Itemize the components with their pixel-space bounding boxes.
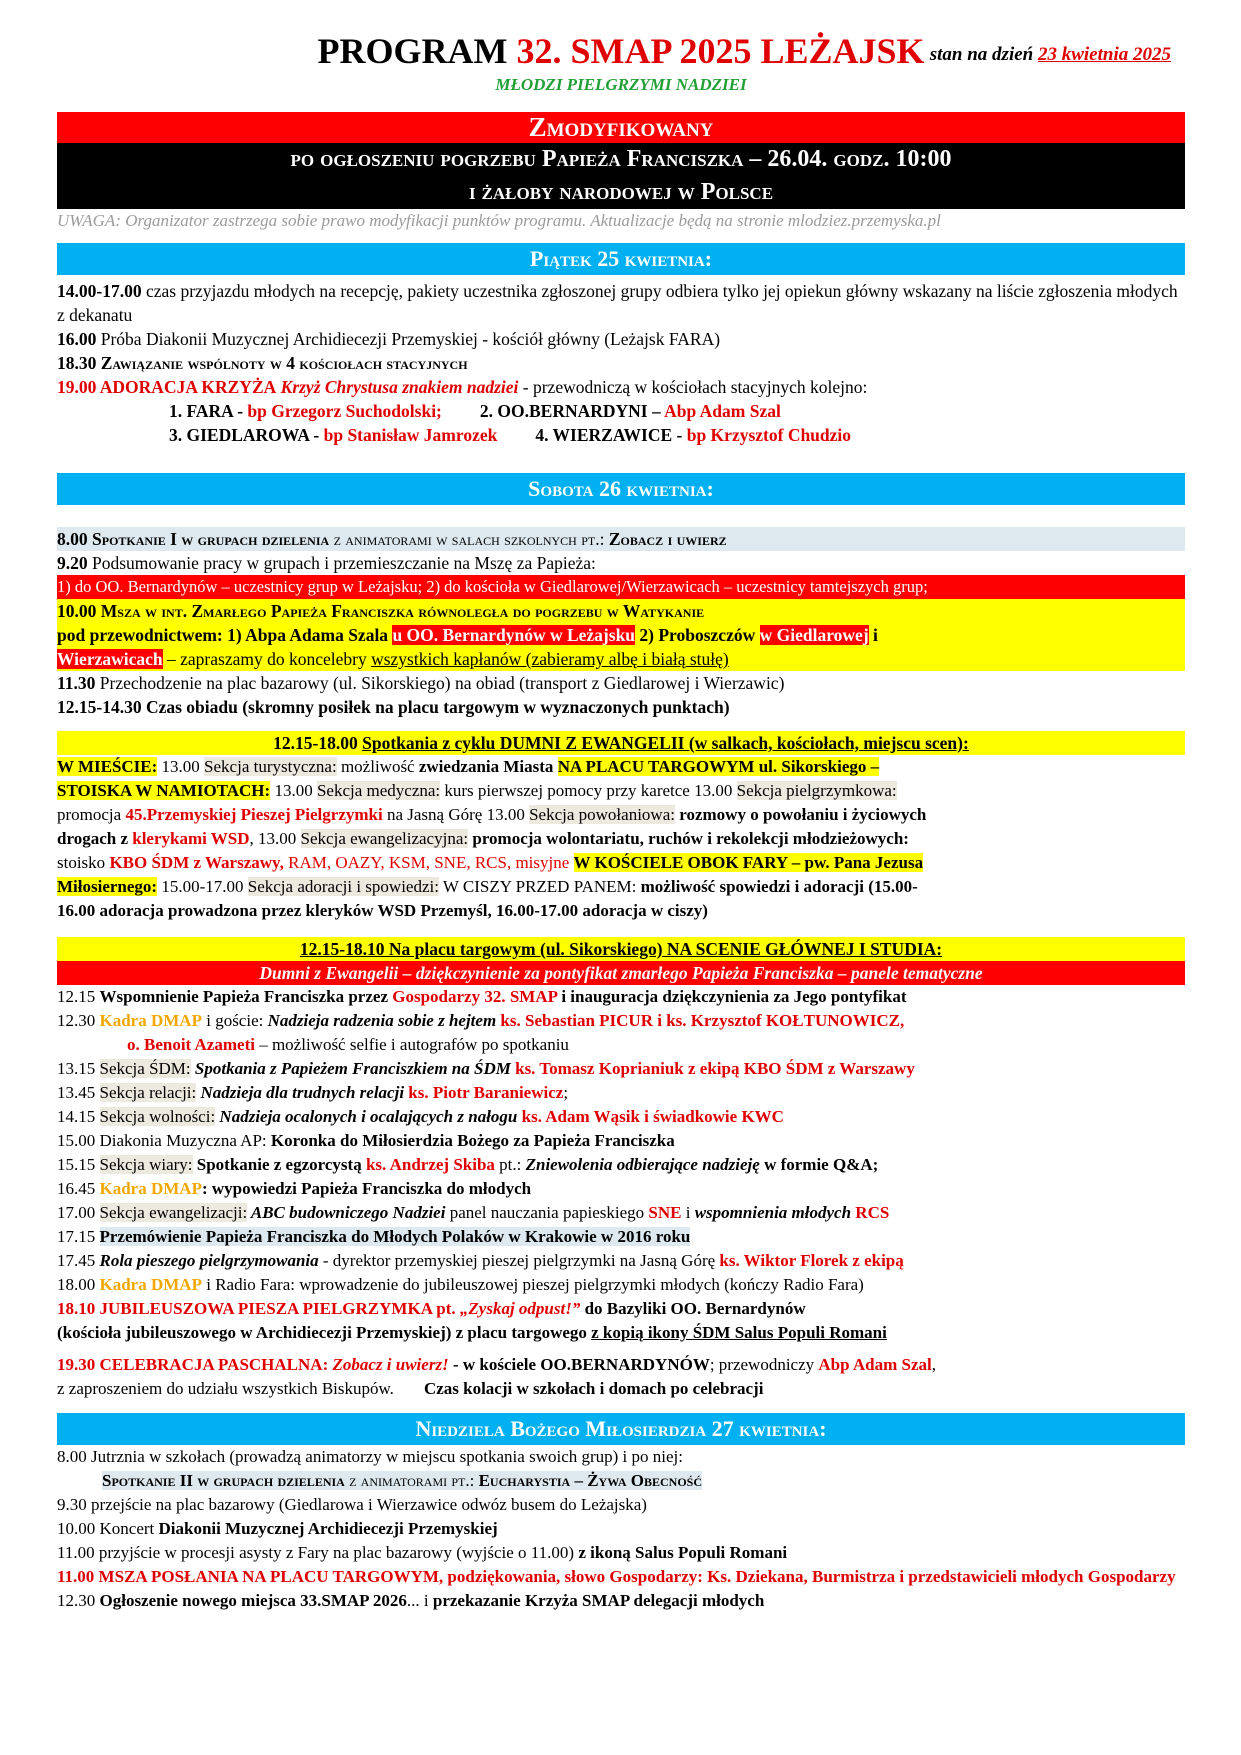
status-date-value: 23 kwietnia 2025 bbox=[1037, 44, 1171, 65]
text: przekazanie Krzyża SMAP delegacji młodych bbox=[432, 1591, 765, 1610]
stage-title: 12.15-18.10 Na placu targowym (ul. Sikorskiego) NA SCENIE GŁÓWNEJ I STUDIA: bbox=[57, 937, 1185, 961]
text: Sekcja relacji: bbox=[99, 1083, 197, 1102]
time: 14.15 bbox=[57, 1107, 100, 1126]
saturday-section bbox=[57, 527, 1185, 719]
time: 8.00 bbox=[57, 529, 88, 549]
text: NA PLACU TARGOWYM ul. Sikorskiego – bbox=[557, 757, 880, 776]
text: - w kościele OO.BERNARDYNÓW bbox=[448, 1355, 710, 1374]
text: Przemówienie Papieża Franciszka do Młodych Polaków w Krakowie w 2016 roku bbox=[99, 1227, 691, 1246]
text: rozmowy o powołaniu i życiowych bbox=[674, 805, 927, 824]
motto: MŁODZI PIELGRZYMI NADZIEI bbox=[495, 75, 747, 94]
text: Czas kolacji w szkołach i domach po celebracji bbox=[423, 1379, 764, 1398]
status-prefix: stan na dzień bbox=[929, 44, 1034, 65]
text: Sekcja ŚDM: bbox=[99, 1059, 191, 1078]
text: o. Benoit Azameti bbox=[127, 1035, 255, 1054]
banner-modified: Zmodyfikowany bbox=[57, 112, 1185, 143]
friday-item bbox=[57, 327, 1185, 351]
text: 10.00 Koncert bbox=[57, 1519, 159, 1538]
text: 18.10 JUBILEUSZOWA PIESZA PIELGRZYMKA pt. bbox=[57, 1299, 460, 1318]
text: Sekcja powołaniowa: bbox=[529, 805, 675, 824]
text: RCS bbox=[851, 1203, 890, 1222]
text: 13.00 bbox=[270, 781, 317, 800]
time: 18.00 bbox=[57, 1275, 100, 1294]
stage-item bbox=[57, 1153, 1185, 1177]
text: : wypowiedzi Papieża Franciszka do młodych bbox=[201, 1179, 532, 1198]
text: ks. Piotr Baraniewicz bbox=[404, 1083, 564, 1102]
time: 15.00 bbox=[57, 1131, 100, 1150]
text: W CISZY PRZED PANEM: bbox=[438, 877, 641, 896]
stage-item bbox=[57, 1249, 1185, 1273]
time: 10.00 bbox=[57, 601, 97, 621]
text: SNE bbox=[648, 1203, 682, 1222]
text: pod przewodnictwem: 1) Abpa Adama Szala bbox=[57, 625, 393, 645]
text: u OO. Bernardynów w Leżajsku bbox=[392, 625, 636, 645]
text: Wspomnienie Papieża Franciszka przez bbox=[99, 987, 393, 1006]
text: Ogłoszenie nowego miejsca 33.SMAP 2026 bbox=[99, 1591, 407, 1610]
text: ks. Tomasz Koprianiuk z ekipą KBO ŚDM z Warszawy bbox=[510, 1059, 915, 1078]
text: Wierzawicach bbox=[57, 649, 163, 669]
text: Przechodzenie na plac bazarowy (ul. Sikorskiego) na obiad (transport z Giedlarowej i Wierzawic) bbox=[95, 673, 785, 693]
saturday-item bbox=[57, 623, 1185, 647]
text: ks. Adam Wąsik i świadkowie KWC bbox=[517, 1107, 784, 1126]
text: W KOŚCIELE OBOK FARY – pw. Pana Jezusa bbox=[573, 853, 924, 872]
text: drogach z bbox=[57, 829, 133, 848]
text: zwiedzania Miasta bbox=[418, 757, 554, 776]
text: klerykami WSD bbox=[132, 829, 250, 848]
organizer-note: UWAGA: Organizator zastrzega sobie prawo modyfikacji punktów programu. Aktualizacje będą na stronie mlodziez.przemyska.pl bbox=[57, 211, 941, 230]
saturday-item bbox=[57, 551, 1185, 575]
stage-item bbox=[57, 1353, 1185, 1377]
text: możliwość spowiedzi i adoracji (15.00- bbox=[640, 877, 918, 896]
text: możliwość bbox=[336, 757, 419, 776]
text: Krzyż Chrystusa znakiem nadziei bbox=[280, 377, 519, 397]
time: 12.15 bbox=[57, 987, 100, 1006]
stage-item bbox=[57, 1009, 1185, 1033]
stage-item bbox=[57, 1201, 1185, 1225]
dumni-line bbox=[57, 803, 1185, 827]
time: 18.30 bbox=[57, 353, 97, 373]
text: 2) Proboszczów bbox=[635, 625, 760, 645]
sunday-item bbox=[57, 1589, 1185, 1613]
sunday-item bbox=[57, 1517, 1185, 1541]
text: promocja bbox=[57, 805, 126, 824]
dumni-line bbox=[57, 851, 1185, 875]
text: na Jasną Górę 13.00 bbox=[382, 805, 530, 824]
stage-item bbox=[57, 1273, 1185, 1297]
text: wspomnienia młodych bbox=[694, 1203, 852, 1222]
document-title bbox=[317, 31, 924, 71]
friday-item bbox=[57, 279, 1185, 327]
text: promocja wolontariatu, ruchów i rekolekcji młodzieżowych: bbox=[468, 829, 909, 848]
status-date bbox=[930, 44, 1171, 66]
sunday-section bbox=[57, 1445, 1185, 1613]
stage-subtitle: Dumni z Ewangelii – dziękczynienie za pontyfikat zmarłego Papieża Franciszka – panele tematyczne bbox=[57, 961, 1185, 985]
text: 15.00-17.00 bbox=[157, 877, 248, 896]
saturday-item bbox=[57, 671, 1185, 695]
text: z ikoną Salus Populi Romani bbox=[578, 1543, 788, 1562]
text: Sekcja ewangelizacji: bbox=[99, 1203, 248, 1222]
dumni-section bbox=[57, 731, 1185, 923]
text: Zawiązanie wspólnoty w 4 kościołach stacyjnych bbox=[100, 353, 468, 373]
time: 14.00-17.00 bbox=[57, 281, 142, 301]
program-document bbox=[57, 30, 1185, 1613]
stage-item bbox=[57, 1297, 1185, 1321]
friday-item bbox=[57, 351, 1185, 375]
text: Nadzieja radzenia sobie z hejtem bbox=[267, 1011, 497, 1030]
text: Diakonii Muzycznej Archidiecezji Przemyskiej bbox=[158, 1519, 498, 1538]
text: Spotkania z cyklu DUMNI Z EWANGELII (w salkach, kościołach, miejscu scen): bbox=[362, 733, 969, 753]
text: Rola pieszego pielgrzymowania bbox=[99, 1251, 319, 1270]
text: z zaproszeniem do udziału wszystkich Biskupów. bbox=[57, 1379, 394, 1398]
time: 12.15-18.00 bbox=[273, 733, 363, 753]
saturday-item bbox=[57, 647, 1185, 671]
saturday-item bbox=[57, 599, 1185, 623]
text: z animatorami pt.: bbox=[344, 1471, 479, 1490]
text: 19.30 CELEBRACJA PASCHALNA: bbox=[57, 1355, 333, 1374]
text: – możliwość selfie i autografów po spotkaniu bbox=[254, 1035, 569, 1054]
text: Kadra DMAP bbox=[99, 1275, 202, 1294]
text: i bbox=[868, 625, 878, 645]
presider: Abp Adam Szal bbox=[664, 401, 781, 421]
text: KBO ŚDM z Warszawy, bbox=[109, 853, 284, 872]
dumni-line: 16.00 adoracja prowadzona przez kleryków WSD Przemyśl, 16.00-17.00 adoracja w ciszy) bbox=[57, 901, 708, 920]
stage-item bbox=[57, 1081, 1185, 1105]
station: 2. OO.BERNARDYNI – bbox=[479, 401, 665, 421]
text: Msza w int. Zmarłego Papieża Franciszka równoległa do pogrzebu w Watykanie bbox=[100, 601, 705, 621]
text: , 13.00 bbox=[249, 829, 301, 848]
text: , bbox=[931, 1355, 937, 1374]
saturday-item: 1) do OO. Bernardynów – uczestnicy grup w Leżajsku; 2) do kościoła w Giedlarowej/Wierzawicach – uczestnicy tamtejszych grup; bbox=[57, 575, 1185, 599]
text: W MIEŚCIE: bbox=[57, 757, 158, 776]
saturday-item: 12.15-14.30 Czas obiadu (skromny posiłek na placu targowym w wyznaczonych punktach) bbox=[57, 697, 730, 717]
time: 11.30 bbox=[57, 673, 96, 693]
stage-item bbox=[57, 1129, 1185, 1153]
text: i inauguracja dziękczynienia za Jego pontyfikat bbox=[557, 987, 907, 1006]
text: Nadzieja ocalonych i ocalających z nałogu bbox=[215, 1107, 518, 1126]
text: ks. Andrzej Skiba bbox=[361, 1155, 495, 1174]
stage-section bbox=[57, 937, 1185, 1401]
text: STOISKA W NAMIOTACH: bbox=[57, 781, 271, 800]
text: ... i bbox=[406, 1591, 433, 1610]
text: ABC budowniczego Nadziei bbox=[247, 1203, 446, 1222]
stage-item bbox=[57, 1105, 1185, 1129]
text: Miłosiernego: bbox=[57, 877, 158, 896]
text: Spotkania z Papieżem Franciszkiem na ŚDM bbox=[190, 1059, 511, 1078]
text: Spotkanie z egzorcystą bbox=[192, 1155, 362, 1174]
text: Gospodarzy 32. SMAP bbox=[392, 987, 558, 1006]
text: Abp Adam Szal bbox=[818, 1355, 932, 1374]
text: i bbox=[681, 1203, 695, 1222]
text: Zobacz i uwierz bbox=[608, 529, 727, 549]
text: Koronka do Miłosierdzia Bożego za Papieża Franciszka bbox=[270, 1131, 675, 1150]
title-event: 32. SMAP 2025 LEŻAJSK bbox=[516, 31, 925, 71]
text: 11.00 przyjście w procesji asysty z Fary na plac bazarowy (wyjście o 11.00) bbox=[57, 1543, 579, 1562]
sunday-item bbox=[57, 1469, 1185, 1493]
text: ks. Sebastian PICUR i ks. Krzysztof KOŁTUNOWICZ, bbox=[496, 1011, 905, 1030]
time: 17.00 bbox=[57, 1203, 100, 1222]
text: 45.Przemyskiej Pieszej Pielgrzymki bbox=[125, 805, 383, 824]
dumni-line bbox=[57, 755, 1185, 779]
text: Sekcja adoracji i spowiedzi: bbox=[247, 877, 439, 896]
text: Sekcja pielgrzymkowa: bbox=[736, 781, 897, 800]
text: wszystkich kapłanów (zabieramy albę i białą stułę) bbox=[371, 649, 729, 669]
text: Podsumowanie pracy w grupach i przemieszczanie na Mszę za Papieża: bbox=[87, 553, 596, 573]
saturday-item bbox=[57, 527, 1185, 551]
text: (kościoła jubileuszowego w Archidiecezji Przemyskiej) z placu targowego bbox=[57, 1323, 592, 1342]
text: - przewodniczą w kościołach stacyjnych kolejno: bbox=[518, 377, 868, 397]
time: 17.45 bbox=[57, 1251, 100, 1270]
text: Zobacz i uwierz! bbox=[332, 1355, 449, 1374]
dumni-line bbox=[57, 827, 1185, 851]
stage-item bbox=[57, 985, 1185, 1009]
stage-item bbox=[57, 1057, 1185, 1081]
stage-item bbox=[57, 1033, 1185, 1057]
banner-funeral: po ogłoszeniu pogrzebu Papieża Franciszka – 26.04. godz. 10:00 bbox=[57, 143, 1185, 176]
text: kurs pierwszej pomocy przy karetce 13.00 bbox=[440, 781, 737, 800]
dumni-title bbox=[57, 731, 1185, 755]
station: 4. WIERZAWICE - bbox=[535, 425, 687, 445]
text: w Giedlarowej bbox=[759, 625, 869, 645]
stage-item bbox=[57, 1177, 1185, 1201]
friday-section bbox=[57, 279, 1185, 447]
dumni-line bbox=[57, 779, 1185, 803]
text: – zapraszamy do koncelebry bbox=[162, 649, 372, 669]
sunday-item bbox=[57, 1541, 1185, 1565]
time: 17.15 bbox=[57, 1227, 100, 1246]
text: Nadzieja dla trudnych relacji bbox=[196, 1083, 405, 1102]
text: ; bbox=[563, 1083, 569, 1102]
text: Sekcja turystyczna: bbox=[204, 757, 337, 776]
text: do Bazyliki OO. Bernardynów bbox=[580, 1299, 806, 1318]
text: ks. Wiktor Florek z ekipą bbox=[719, 1251, 904, 1270]
text: Zniewolenia odbierające nadzieję bbox=[525, 1155, 760, 1174]
time: 13.15 bbox=[57, 1059, 100, 1078]
stage-item bbox=[57, 1377, 1185, 1401]
text: Spotkanie II w grupach dzielenia bbox=[102, 1471, 345, 1490]
time: 13.45 bbox=[57, 1083, 100, 1102]
friday-station-row bbox=[57, 399, 1185, 423]
document-header bbox=[57, 30, 1185, 74]
stage-item bbox=[57, 1321, 1185, 1345]
text: pt.: bbox=[494, 1155, 526, 1174]
text: Spotkanie I w grupach dzielenia bbox=[92, 529, 330, 549]
text: z animatorami w salach szkolnych pt.: bbox=[329, 529, 609, 549]
text: Sekcja wiary: bbox=[99, 1155, 193, 1174]
text: czas przyjazdu młodych na recepcję, pakiety uczestnika zgłoszonej grupy odbiera tylko jej opiekun główny wskazany na liście zgłoszenia młodych z dekanatu bbox=[57, 281, 1178, 325]
text: „Zyskaj odpust!” bbox=[459, 1299, 581, 1318]
stage-item bbox=[57, 1225, 1185, 1249]
time: 19.00 ADORACJA KRZYŻA bbox=[57, 377, 277, 397]
sunday-item: 8.00 Jutrznia w szkołach (prowadzą animatorzy w miejscu spotkania swoich grup) i po niej: bbox=[57, 1447, 683, 1466]
text: Kadra DMAP bbox=[99, 1011, 202, 1030]
text: stoisko bbox=[57, 853, 110, 872]
text: ; przewodniczy bbox=[709, 1355, 819, 1374]
text: Próba Diakonii Muzycznej Archidiecezji Przemyskiej - kościół główny (Leżajsk FARA) bbox=[96, 329, 721, 349]
text: panel nauczania papieskiego bbox=[445, 1203, 649, 1222]
time: 12.30 bbox=[57, 1011, 100, 1030]
time: 16.00 bbox=[57, 329, 97, 349]
text: - dyrektor przemyskiej pieszej pielgrzymki na Jasną Górę bbox=[318, 1251, 720, 1270]
text: i Radio Fara: wprowadzenie do jubileuszowej pieszej pielgrzymki młodych (kończy Radio Fara) bbox=[201, 1275, 864, 1294]
time: 15.15 bbox=[57, 1155, 100, 1174]
text: 13.00 bbox=[157, 757, 205, 776]
text: Eucharystia – Żywa Obecność bbox=[478, 1471, 703, 1490]
day-sunday-heading: Niedziela Bożego Miłosierdzia 27 kwietnia: bbox=[57, 1413, 1185, 1445]
text: Sekcja ewangelizacyjna: bbox=[300, 829, 469, 848]
station: 1. FARA - bbox=[169, 401, 248, 421]
presider: bp Grzegorz Suchodolski; bbox=[247, 401, 442, 421]
text: Kadra DMAP bbox=[99, 1179, 202, 1198]
banner-mourning: i żałoby narodowej w Polsce bbox=[57, 176, 1185, 209]
presider: bp Krzysztof Chudzio bbox=[686, 425, 852, 445]
text: i goście: bbox=[201, 1011, 268, 1030]
station: 3. GIEDLAROWA - bbox=[169, 425, 324, 445]
text: Sekcja medyczna: bbox=[316, 781, 441, 800]
day-saturday-heading: Sobota 26 kwietnia: bbox=[57, 473, 1185, 505]
dumni-line bbox=[57, 875, 1185, 899]
time: 16.45 bbox=[57, 1179, 100, 1198]
text: Diakonia Muzyczna AP: bbox=[99, 1131, 271, 1150]
friday-station-row bbox=[57, 423, 1185, 447]
text: w formie Q&A; bbox=[759, 1155, 879, 1174]
day-friday-heading: Piątek 25 kwietnia: bbox=[57, 243, 1185, 275]
time: 9.20 bbox=[57, 553, 88, 573]
text: RAM, OAZY, KSM, SNE, RCS, misyjne bbox=[283, 853, 574, 872]
text: Sekcja wolności: bbox=[99, 1107, 216, 1126]
sunday-item: 9.30 przejście na plac bazarowy (Giedlarowa i Wierzawice odwóz busem do Leżajska) bbox=[57, 1495, 647, 1514]
title-program: PROGRAM bbox=[317, 31, 508, 71]
text: 12.30 bbox=[57, 1591, 100, 1610]
sunday-item: 11.00 MSZA POSŁANIA NA PLACU TARGOWYM, podziękowania, słowo Gospodarzy: Ks. Dziekana, Burmistrza i przedstawicieli młodych Gospodarzy bbox=[57, 1567, 1176, 1586]
text: z kopią ikony ŚDM Salus Populi Romani bbox=[591, 1323, 887, 1342]
presider: bp Stanisław Jamrozek bbox=[323, 425, 498, 445]
friday-item bbox=[57, 375, 1185, 399]
